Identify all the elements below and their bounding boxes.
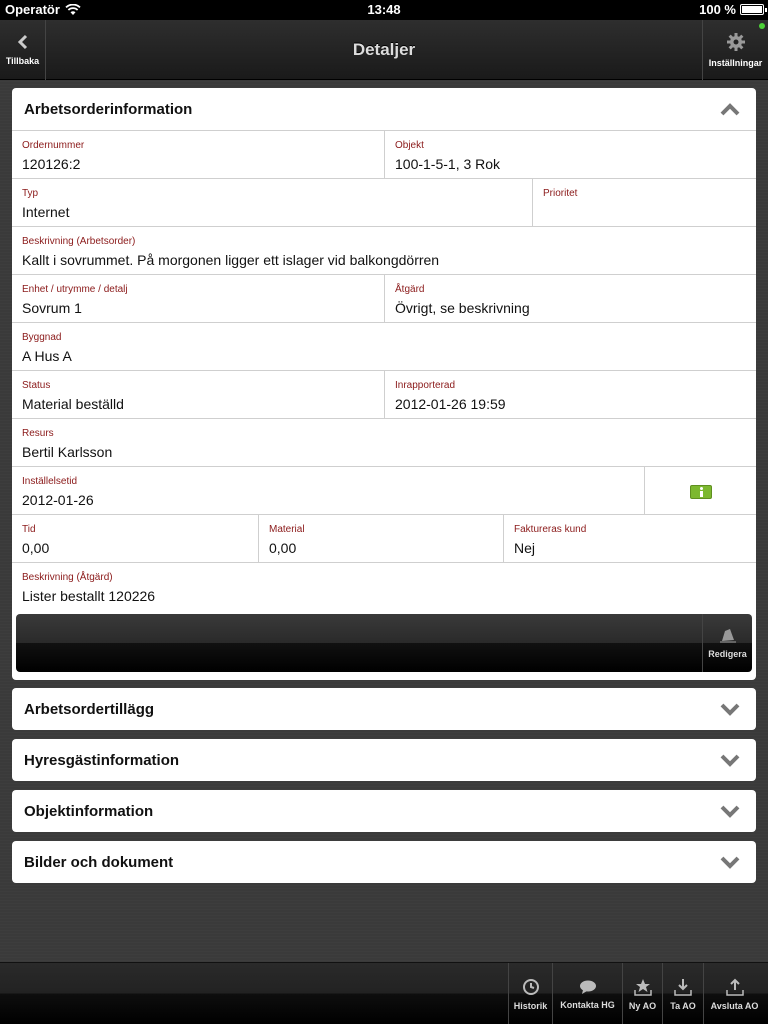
row-order-object <box>12 130 756 178</box>
settings-button[interactable] <box>702 20 768 80</box>
field-value: Kallt i sovrummet. På morgonen ligger ett islager vid balkongdörren <box>22 252 440 268</box>
field-typ <box>12 179 532 226</box>
field-label: Inrapporterad <box>395 380 456 391</box>
edit-button[interactable] <box>702 614 752 672</box>
field-inrapporterad <box>384 371 756 418</box>
section-title: Objektinformation <box>24 802 154 820</box>
field-label: Tid <box>22 524 36 535</box>
clock-icon <box>522 978 540 996</box>
row-time-material <box>12 514 756 562</box>
row-status-reported <box>12 370 756 418</box>
edit-toolbar <box>16 614 752 672</box>
take-work-order-button[interactable] <box>662 963 703 1024</box>
carrier-name: Operatör <box>5 2 60 17</box>
field-tid <box>12 515 258 562</box>
chevron-down-icon[interactable] <box>720 751 740 769</box>
contact-tenant-button[interactable] <box>552 963 622 1024</box>
section-title: Arbetsordertillägg <box>24 700 155 718</box>
new-work-order-button[interactable] <box>622 963 662 1024</box>
field-value: Övrigt, se beskrivning <box>395 300 530 316</box>
field-material <box>258 515 503 562</box>
row-arrival-time <box>12 466 756 514</box>
star-tray-icon <box>633 978 653 996</box>
back-label: Tillbaka <box>5 56 40 66</box>
take-work-order-label: Ta AO <box>670 1000 696 1011</box>
info-cell <box>644 467 756 514</box>
field-objekt <box>384 131 756 178</box>
section-title: Hyresgästinformation <box>24 751 180 769</box>
field-faktureras-kund <box>503 515 756 562</box>
field-value: 120126:2 <box>22 156 81 172</box>
close-work-order-button[interactable] <box>703 963 765 1024</box>
field-ordernummer <box>12 131 384 178</box>
section-objektinformation[interactable] <box>12 790 756 832</box>
field-label: Prioritet <box>543 188 578 199</box>
clock: 13:48 <box>367 2 401 17</box>
field-value: 0,00 <box>269 540 297 556</box>
settings-label: Inställningar <box>708 58 763 68</box>
close-work-order-label: Avsluta AO <box>710 1000 759 1011</box>
field-label: Faktureras kund <box>514 524 587 535</box>
field-label: Typ <box>22 188 39 199</box>
field-value: 100-1-5-1, 3 Rok <box>395 156 501 172</box>
field-value: A Hus A <box>22 348 72 364</box>
field-label: Byggnad <box>22 332 62 343</box>
battery-group <box>699 2 764 17</box>
row-description <box>12 226 756 274</box>
download-tray-icon <box>673 978 693 996</box>
edit-label: Redigera <box>708 649 747 659</box>
field-resurs <box>12 419 756 466</box>
section-arbetsordertillagg[interactable] <box>12 688 756 730</box>
field-prioritet <box>532 179 756 226</box>
field-value: 2012-01-26 <box>22 492 94 508</box>
field-value: 0,00 <box>22 540 50 556</box>
field-enhet <box>12 275 384 322</box>
speech-bubble-icon <box>578 979 598 995</box>
battery-icon <box>740 4 764 15</box>
field-value: Material beställd <box>22 396 124 412</box>
field-beskrivning-arbetsorder <box>12 227 756 274</box>
battery-percent: 100 % <box>699 2 736 17</box>
row-building <box>12 322 756 370</box>
section-title: Bilder och dokument <box>24 853 174 871</box>
row-action-description <box>12 562 756 610</box>
field-label: Beskrivning (Åtgärd) <box>22 572 113 583</box>
chevron-up-icon[interactable] <box>720 100 740 118</box>
page-title: Detaljer <box>352 40 416 59</box>
field-label: Objekt <box>395 140 424 151</box>
field-value: Sovrum 1 <box>22 300 82 316</box>
field-label: Status <box>22 380 51 391</box>
pencil-icon <box>719 627 737 643</box>
section-bilder-och-dokument[interactable] <box>12 841 756 883</box>
field-label: Ordernummer <box>22 140 85 151</box>
status-bar <box>0 0 768 20</box>
row-type-priority <box>12 178 756 226</box>
row-unit-action <box>12 274 756 322</box>
gear-icon <box>726 32 746 52</box>
contact-tenant-label: Kontakta HG <box>560 999 615 1010</box>
history-label: Historik <box>513 1000 548 1011</box>
field-value: Bertil Karlsson <box>22 444 113 460</box>
chevron-down-icon[interactable] <box>720 700 740 718</box>
field-label: Beskrivning (Arbetsorder) <box>22 236 136 247</box>
field-label: Enhet / utrymme / detalj <box>22 284 128 295</box>
field-label: Åtgärd <box>395 284 425 295</box>
field-label: Material <box>269 524 305 535</box>
field-value: 2012-01-26 19:59 <box>395 396 506 412</box>
field-beskrivning-atgard <box>12 563 756 610</box>
info-icon[interactable] <box>690 485 712 499</box>
row-resource <box>12 418 756 466</box>
history-button[interactable] <box>508 963 552 1024</box>
field-value: Lister bestallt 120226 <box>22 588 156 604</box>
navigation-bar <box>0 20 768 80</box>
field-status <box>12 371 384 418</box>
field-label: Inställelsetid <box>22 476 78 487</box>
field-label: Resurs <box>22 428 54 439</box>
bottom-toolbar <box>0 962 768 1024</box>
section-hyresgastinformation[interactable] <box>12 739 756 781</box>
chevron-down-icon[interactable] <box>720 802 740 820</box>
field-atgard <box>384 275 756 322</box>
work-order-header[interactable] <box>12 88 756 130</box>
work-order-title: Arbetsorderinformation <box>24 100 193 118</box>
field-value: Internet <box>22 204 70 220</box>
work-order-panel <box>12 88 756 680</box>
chevron-down-icon[interactable] <box>720 853 740 871</box>
field-installelsetid <box>12 467 644 514</box>
field-value: Nej <box>514 540 536 556</box>
notification-dot <box>759 23 765 29</box>
upload-tray-icon <box>725 978 745 996</box>
field-byggnad <box>12 323 756 370</box>
new-work-order-label: Ny AO <box>628 1000 657 1011</box>
